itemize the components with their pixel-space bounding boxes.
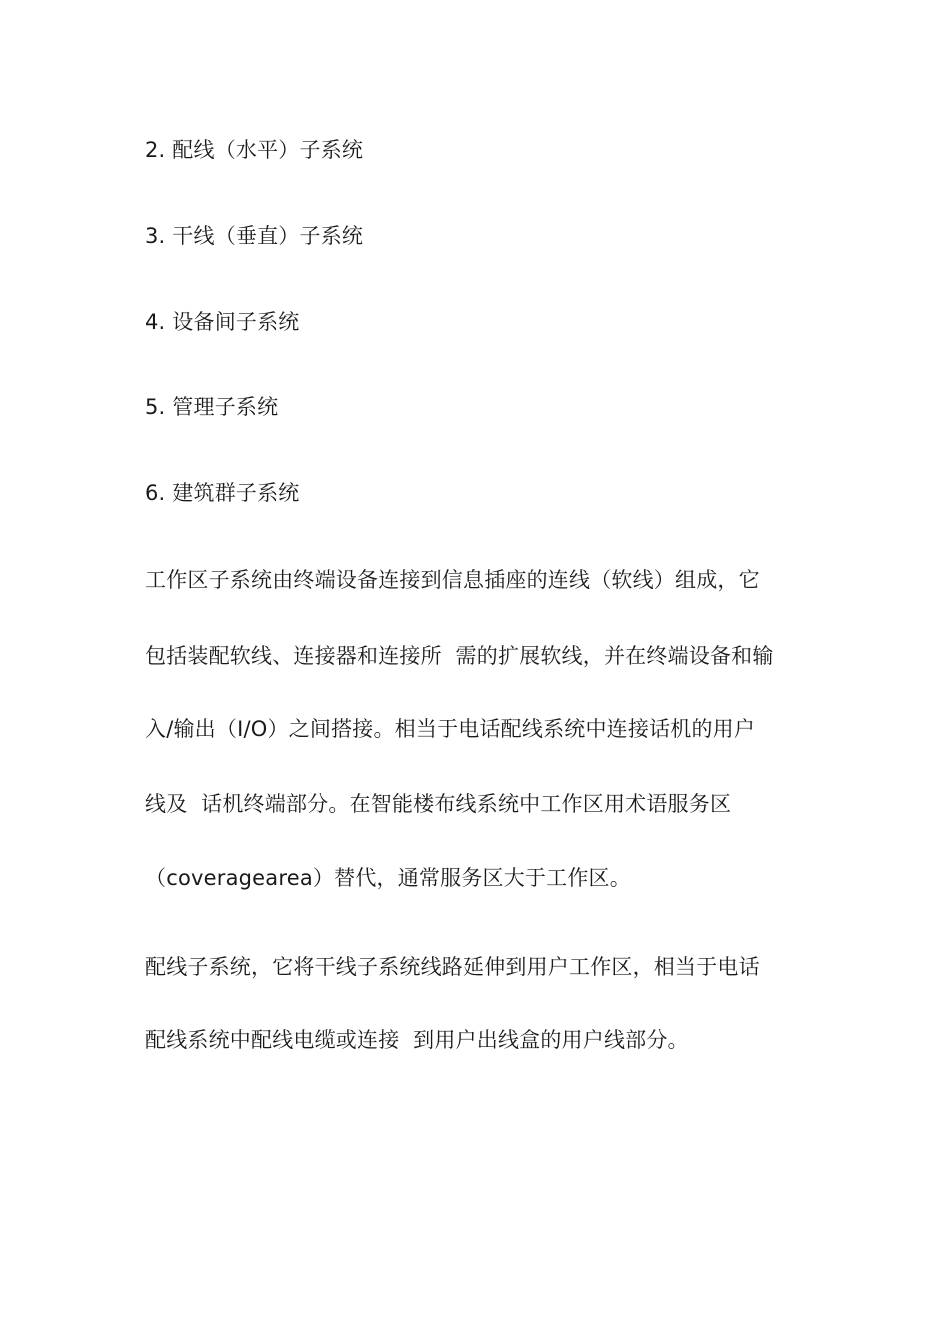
- paragraph-line: 配线系统中配线电缆或连接 到用户出线盒的用户线部分。: [145, 1028, 689, 1052]
- list-item: 5. 管理子系统: [145, 395, 279, 419]
- list-item: 4. 设备间子系统: [145, 310, 300, 334]
- paragraph-line: 配线子系统，它将干线子系统线路延伸到用户工作区，相当于电话: [145, 955, 760, 979]
- list-item: 6. 建筑群子系统: [145, 481, 300, 505]
- paragraph-line: 包括装配软线、连接器和连接所 需的扩展软线，并在终端设备和输: [145, 644, 774, 668]
- paragraph-line: （coveragearea）替代，通常服务区大于工作区。: [145, 866, 631, 890]
- list-item: 3. 干线（垂直）子系统: [145, 224, 364, 248]
- paragraph-line: 工作区子系统由终端设备连接到信息插座的连线（软线）组成，它: [145, 568, 760, 592]
- list-item: 2. 配线（水平）子系统: [145, 138, 364, 162]
- paragraph-line: 入/输出（I/O）之间搭接。相当于电话配线系统中连接话机的用户: [145, 717, 756, 741]
- paragraph-line: 线及 话机终端部分。在智能楼布线系统中工作区用术语服务区: [145, 792, 732, 816]
